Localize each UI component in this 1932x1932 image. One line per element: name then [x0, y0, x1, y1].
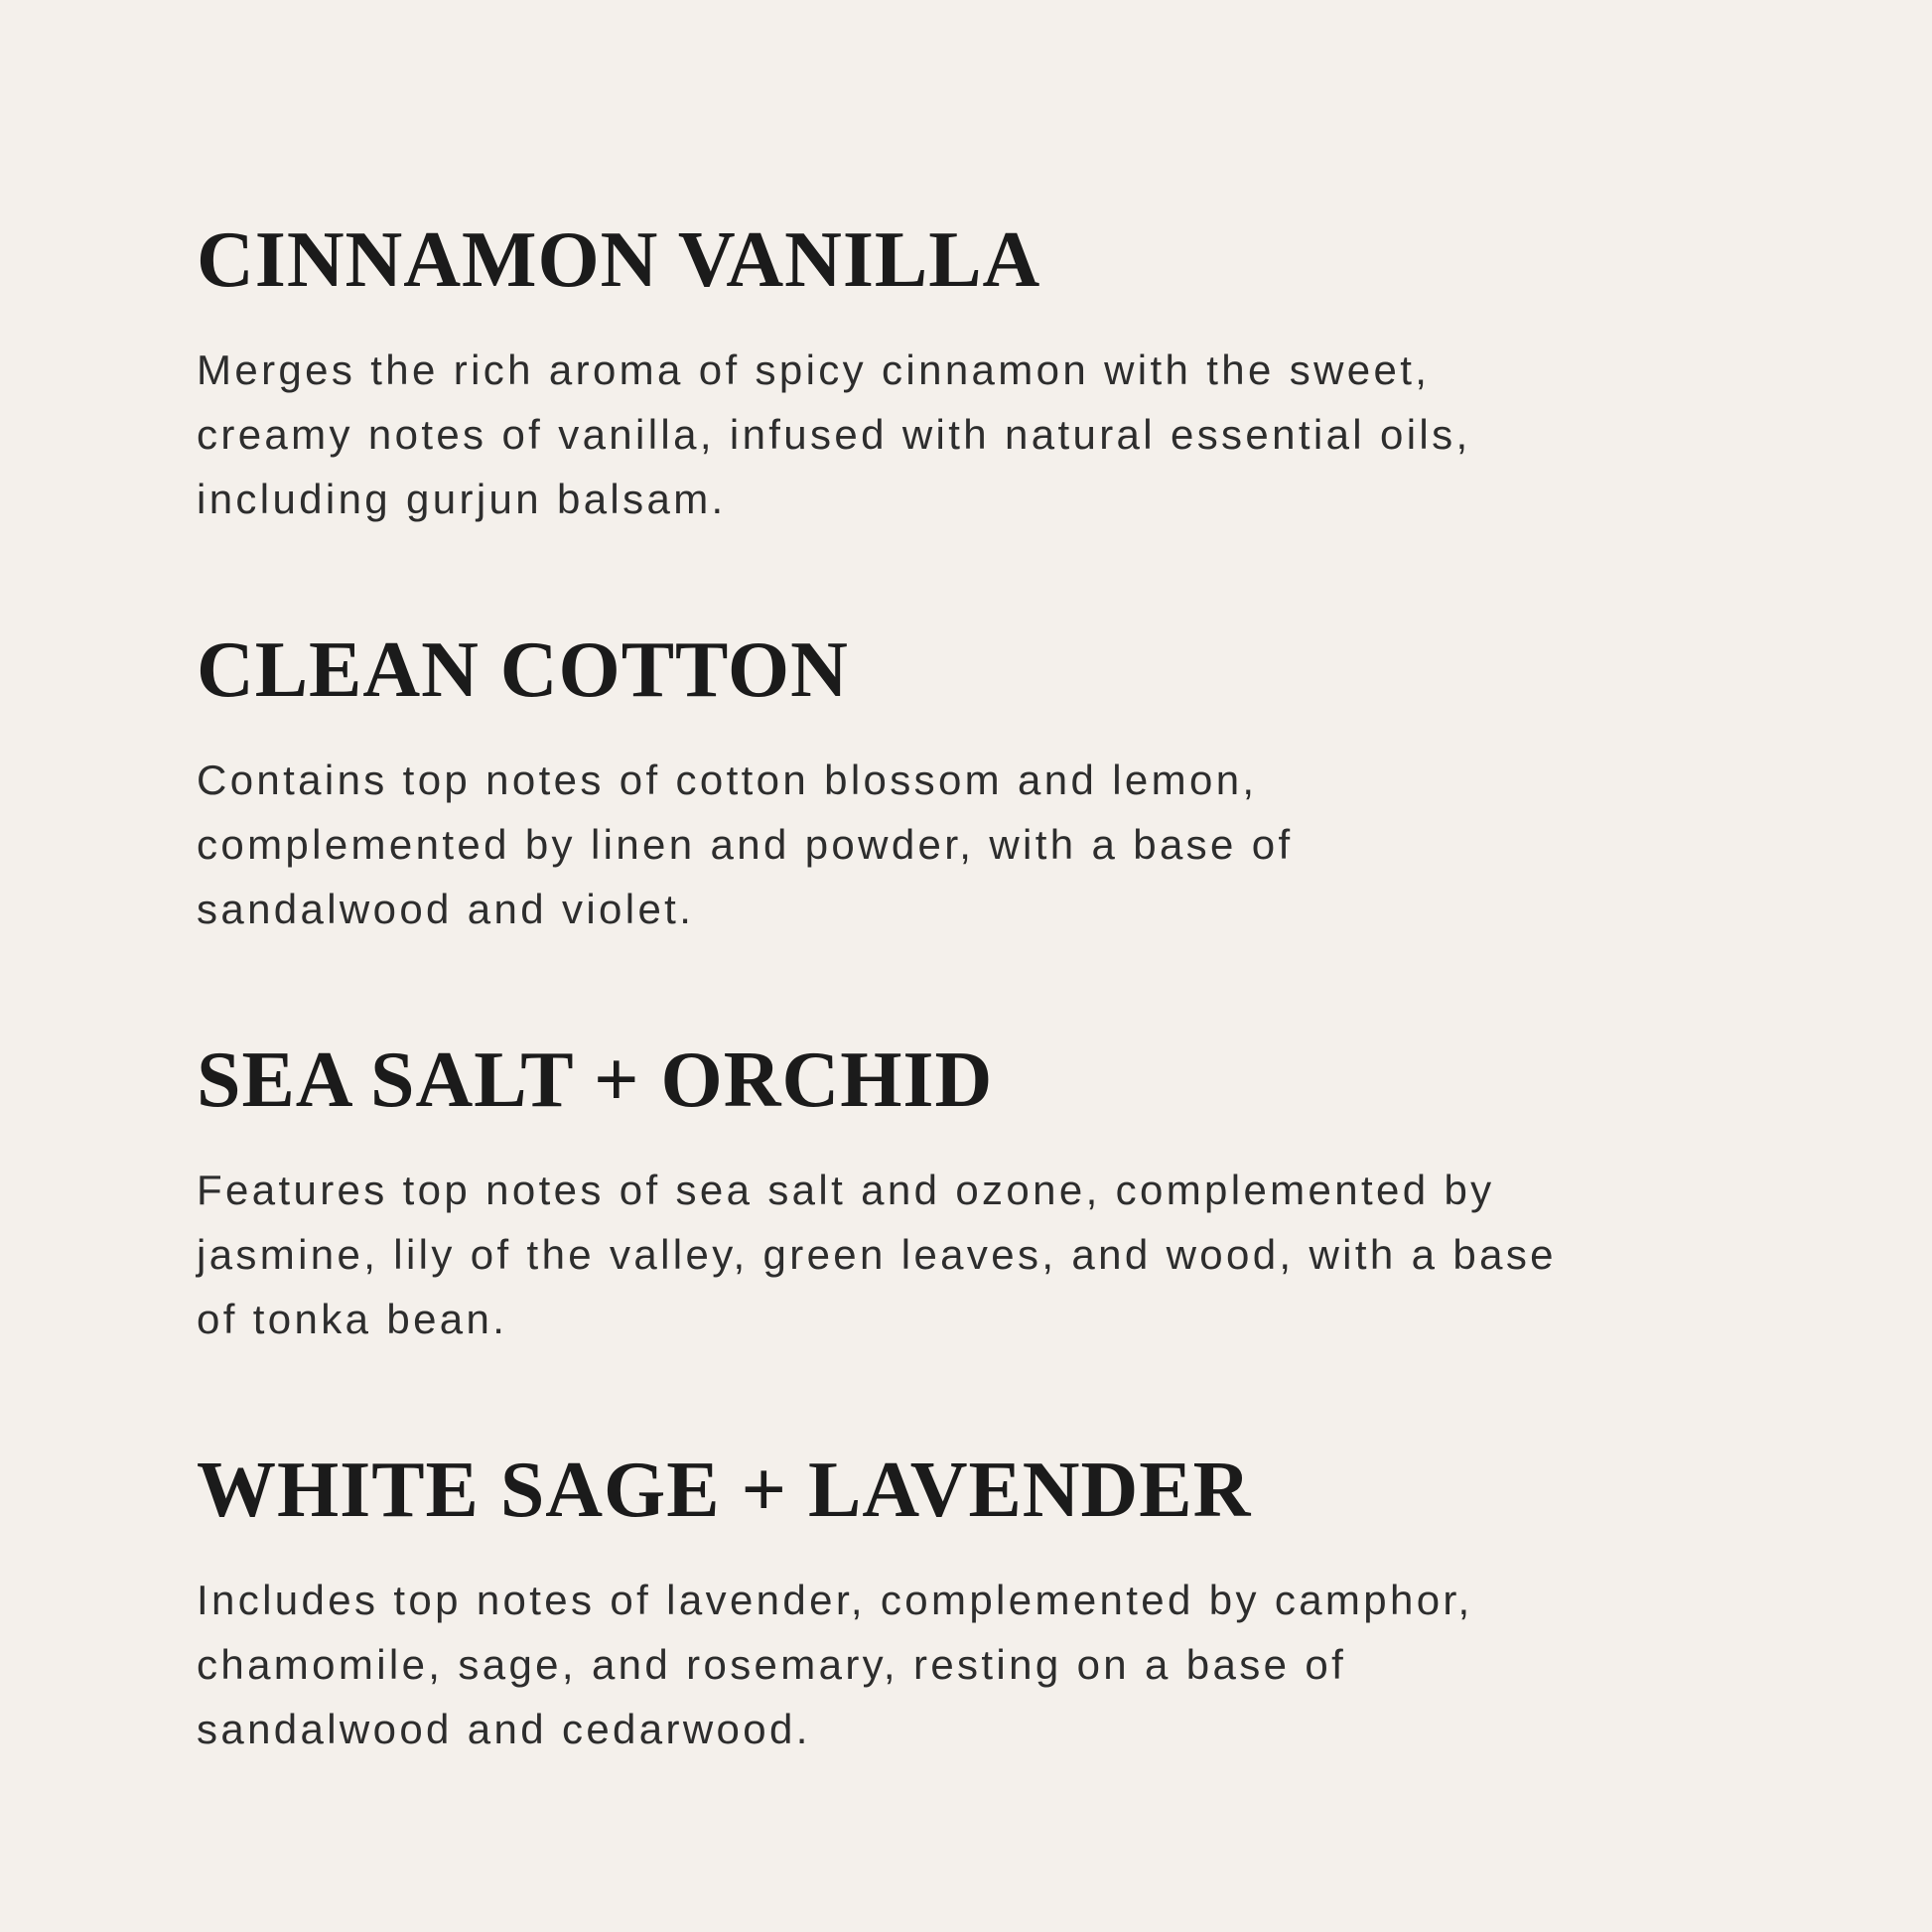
description-line: complemented by linen and powder, with a base of: [197, 821, 1294, 868]
description-line: chamomile, sage, and rosemary, resting on a base of: [197, 1641, 1347, 1688]
scent-description: [197, 338, 1773, 531]
description-line: Includes top notes of lavender, complemented by camphor,: [197, 1577, 1473, 1623]
scent-title: CINNAMON VANILLA: [197, 216, 1041, 304]
description-line: of tonka bean.: [197, 1296, 508, 1342]
scent-title: WHITE SAGE + LAVENDER: [197, 1447, 1252, 1534]
scent-description: [197, 1158, 1773, 1351]
scent-title: SEA SALT + ORCHID: [197, 1036, 994, 1124]
scent-section-white-sage-lavender: [197, 1447, 1773, 1761]
scent-section-clean-cotton: [197, 626, 1773, 941]
scent-section-sea-salt-orchid: [197, 1036, 1773, 1351]
description-line: creamy notes of vanilla, infused with natural essential oils,: [197, 411, 1471, 458]
scent-section-cinnamon-vanilla: [197, 216, 1773, 531]
scent-description: [197, 1568, 1773, 1761]
scent-description: [197, 748, 1773, 941]
description-line: Contains top notes of cotton blossom and lemon,: [197, 757, 1258, 803]
description-line: sandalwood and cedarwood.: [197, 1706, 811, 1752]
description-line: Merges the rich aroma of spicy cinnamon with the sweet,: [197, 346, 1431, 393]
description-line: sandalwood and violet.: [197, 886, 695, 932]
description-line: jasmine, lily of the valley, green leaves, and wood, with a base: [197, 1231, 1557, 1278]
description-line: Features top notes of sea salt and ozone, complemented by: [197, 1167, 1495, 1213]
scent-title: CLEAN COTTON: [197, 626, 849, 714]
description-line: including gurjun balsam.: [197, 476, 727, 522]
